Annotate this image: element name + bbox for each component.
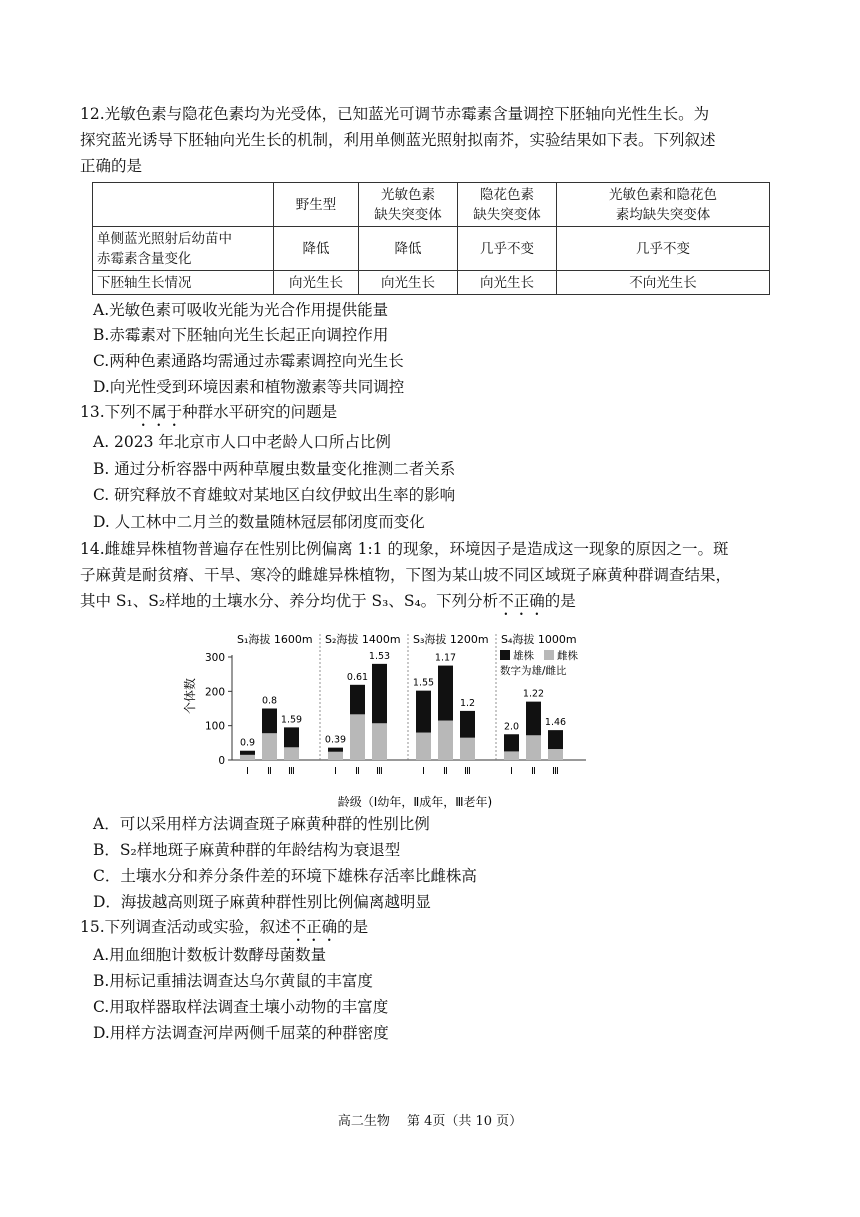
q15-stem-pre: 15.下列调查活动或实验，叙述 <box>80 918 291 936</box>
x-tick-label: Ⅲ <box>376 766 383 777</box>
q14-option-a[interactable]: A．可以采用样方法调查斑子麻黄种群的性别比例 <box>93 815 430 833</box>
table-cell: 降低 <box>274 227 359 271</box>
bar-female <box>284 747 299 760</box>
bar-male <box>438 666 453 721</box>
bar-male <box>328 748 343 752</box>
table-header-wild-type: 野生型 <box>274 183 359 227</box>
bar-male <box>262 709 277 734</box>
bar-ratio-label: 2.0 <box>503 721 520 733</box>
x-tick-label: Ⅲ <box>552 766 559 777</box>
q12-stem-line2: 探究蓝光诱导下胚轴向光生长的机制，利用单侧蓝光照射拟南芥，实验结果如下表。下列叙述 <box>80 131 716 149</box>
table-row-label: 单侧蓝光照射后幼苗中 赤霉素含量变化 <box>93 227 274 271</box>
table-header-cryptochrome: 隐花色素 缺失突变体 <box>458 183 557 227</box>
legend-swatch-female <box>544 650 554 660</box>
bar-ratio-label: 1.53 <box>368 650 391 662</box>
q13-stem <box>80 400 780 430</box>
x-tick-label: Ⅱ <box>355 766 360 777</box>
bar-ratio-label: 0.39 <box>324 734 347 746</box>
q14-option-d[interactable]: D．海拔越高则斑子麻黄种群性别比例偏离越明显 <box>93 893 431 911</box>
q14-stem-pre: 其中 S₁、S₂样地的土壤水分、养分均优于 S₃、S₄。下列分析 <box>80 592 499 610</box>
bar-female <box>416 733 431 760</box>
bar-male <box>504 734 519 751</box>
bar-ratio-label: 1.46 <box>544 717 567 729</box>
q14-stem-line3 <box>80 589 780 619</box>
table-corner-cell <box>93 183 274 227</box>
legend-label-male: 雄株 <box>513 650 534 662</box>
bar-female <box>548 749 563 760</box>
bar-male <box>240 751 255 755</box>
q13-option-c[interactable]: C. 研究释放不育雄蚊对某地区白纹伊蚊出生率的影响 <box>93 486 456 504</box>
table-cell: 几乎不变 <box>458 227 557 271</box>
page-footer: 高二生物 第 4页（共 10 页） <box>337 1114 523 1129</box>
table-cell: 向光生长 <box>274 271 359 295</box>
bar-ratio-label: 1.55 <box>412 677 435 689</box>
q14-stem-post: 的是 <box>544 592 576 610</box>
x-tick-label: Ⅱ <box>531 766 536 777</box>
q12-option-c[interactable]: C.两种色素通路均需通过赤霉素调控向光生长 <box>93 352 404 370</box>
bar-ratio-label: 1.2 <box>459 697 476 709</box>
x-tick-label: Ⅰ <box>334 766 337 777</box>
legend-swatch-male <box>500 650 510 660</box>
group-title: S₂海拔 1400m <box>325 633 401 646</box>
table-cell: 降低 <box>359 227 458 271</box>
bar-female <box>350 714 365 760</box>
x-tick-label: Ⅰ <box>422 766 425 777</box>
q13-stem-post: 种群水平研究的问题是 <box>182 403 338 421</box>
q14-stem-line1: 14.雌雄异株植物普遍存在性别比例偏离 1:1 的现象，环境因子是造成这一现象的原因之一。斑 <box>80 540 729 558</box>
q13-option-d[interactable]: D. 人工林中二月兰的数量随林冠层郁闭度而变化 <box>93 513 425 531</box>
q15-option-c[interactable]: C.用取样器取样法调查土壤小动物的丰富度 <box>93 998 389 1016</box>
q12-option-b[interactable]: B.赤霉素对下胚轴向光生长起正向调控作用 <box>93 326 389 344</box>
q14-stem-emphasis: 不正确 <box>498 592 545 610</box>
bar-male <box>372 664 387 723</box>
q15-option-d[interactable]: D.用样方法调查河岸两侧千屈菜的种群密度 <box>93 1024 389 1042</box>
bar-female <box>460 738 475 760</box>
bar-female <box>328 752 343 760</box>
x-axis-label: 龄级（Ⅰ幼年，Ⅱ成年，Ⅲ老年) <box>337 795 493 809</box>
table-row-gibberellin <box>93 227 770 271</box>
sex-ratio-stacked-bar-chart <box>180 622 600 812</box>
q12-stem-line1: 12.光敏色素与隐花色素均为光受体，已知蓝光可调节赤霉素含量调控下胚轴向光性生长。为 <box>80 105 710 123</box>
table-row-label: 下胚轴生长情况 <box>93 271 274 295</box>
q13-option-a[interactable]: A. 2023 年北京市人口中老龄人口所占比例 <box>93 433 391 451</box>
x-tick-label: Ⅲ <box>288 766 295 777</box>
q14-option-b[interactable]: B．S₂样地斑子麻黄种群的年龄结构为衰退型 <box>93 841 401 859</box>
bar-male <box>460 711 475 738</box>
q12-option-d[interactable]: D.向光性受到环境因素和植物激素等共同调控 <box>93 378 405 396</box>
x-tick-label: Ⅰ <box>246 766 249 777</box>
table-header-double-mutant: 光敏色素和隐花色 素均缺失突变体 <box>557 183 770 227</box>
bar-female <box>240 755 255 760</box>
legend-note: 数字为雄/雌比 <box>500 665 567 677</box>
x-tick-label: Ⅱ <box>267 766 272 777</box>
bar-ratio-label: 1.59 <box>280 714 303 726</box>
group-title: S₃海拔 1200m <box>413 633 489 646</box>
table-cell: 几乎不变 <box>557 227 770 271</box>
y-axis-label: 个体数 <box>183 677 197 715</box>
table-cell: 向光生长 <box>458 271 557 295</box>
q15-option-a[interactable]: A.用血细胞计数板计数酵母菌数量 <box>93 946 327 964</box>
bar-male <box>416 691 431 733</box>
table-row-hypocotyl <box>93 271 770 295</box>
q12-option-a[interactable]: A.光敏色素可吸收光能为光合作用提供能量 <box>93 301 389 319</box>
group-title: S₄海拔 1000m <box>501 633 577 646</box>
q12-stem-line3: 正确的是 <box>80 157 143 175</box>
q15-option-b[interactable]: B.用标记重捕法调查达乌尔黄鼠的丰富度 <box>93 972 373 990</box>
bar-ratio-label: 1.22 <box>522 688 545 700</box>
q13-option-b[interactable]: B. 通过分析容器中两种草履虫数量变化推测二者关系 <box>93 460 456 478</box>
y-tick-label: 200 <box>204 686 225 699</box>
group-title: S₁海拔 1600m <box>237 633 313 646</box>
bar-male <box>284 727 299 747</box>
q15-stem-post: 的是 <box>337 918 369 936</box>
bar-male <box>350 685 365 715</box>
legend-label-female: 雌株 <box>557 650 578 662</box>
q13-stem-emphasis: 不属于 <box>135 403 183 421</box>
bar-female <box>526 735 541 760</box>
bar-male <box>548 730 563 749</box>
bar-male <box>526 702 541 736</box>
q12-experiment-table <box>92 182 770 295</box>
q13-stem-pre: 13.下列 <box>80 403 136 421</box>
q14-option-c[interactable]: C．土壤水分和养分条件差的环境下雄株存活率比雌株高 <box>93 867 477 885</box>
bar-female <box>504 751 519 760</box>
bar-ratio-label: 0.9 <box>239 737 256 749</box>
bar-ratio-label: 0.61 <box>346 671 369 683</box>
q15-stem-emphasis: 不正确 <box>290 918 338 936</box>
y-tick-label: 100 <box>204 720 225 733</box>
bar-female <box>372 723 387 760</box>
y-tick-label: 0 <box>218 755 225 767</box>
bar-female <box>262 733 277 760</box>
bar-ratio-label: 1.17 <box>434 652 457 664</box>
y-tick-label: 300 <box>204 652 225 664</box>
x-tick-label: Ⅰ <box>510 766 513 777</box>
table-header-phytochrome: 光敏色素 缺失突变体 <box>359 183 458 227</box>
table-cell: 不向光生长 <box>557 271 770 295</box>
x-tick-label: Ⅱ <box>443 766 448 777</box>
x-tick-label: Ⅲ <box>464 766 471 777</box>
bar-ratio-label: 0.8 <box>261 695 278 707</box>
q14-stem-line2: 子麻黄是耐贫瘠、干旱、寒冷的雌雄异株植物，下图为某山坡不同区域斑子麻黄种群调查结果， <box>80 566 732 584</box>
table-cell: 向光生长 <box>359 271 458 295</box>
q15-stem <box>80 915 780 945</box>
bar-female <box>438 721 453 760</box>
